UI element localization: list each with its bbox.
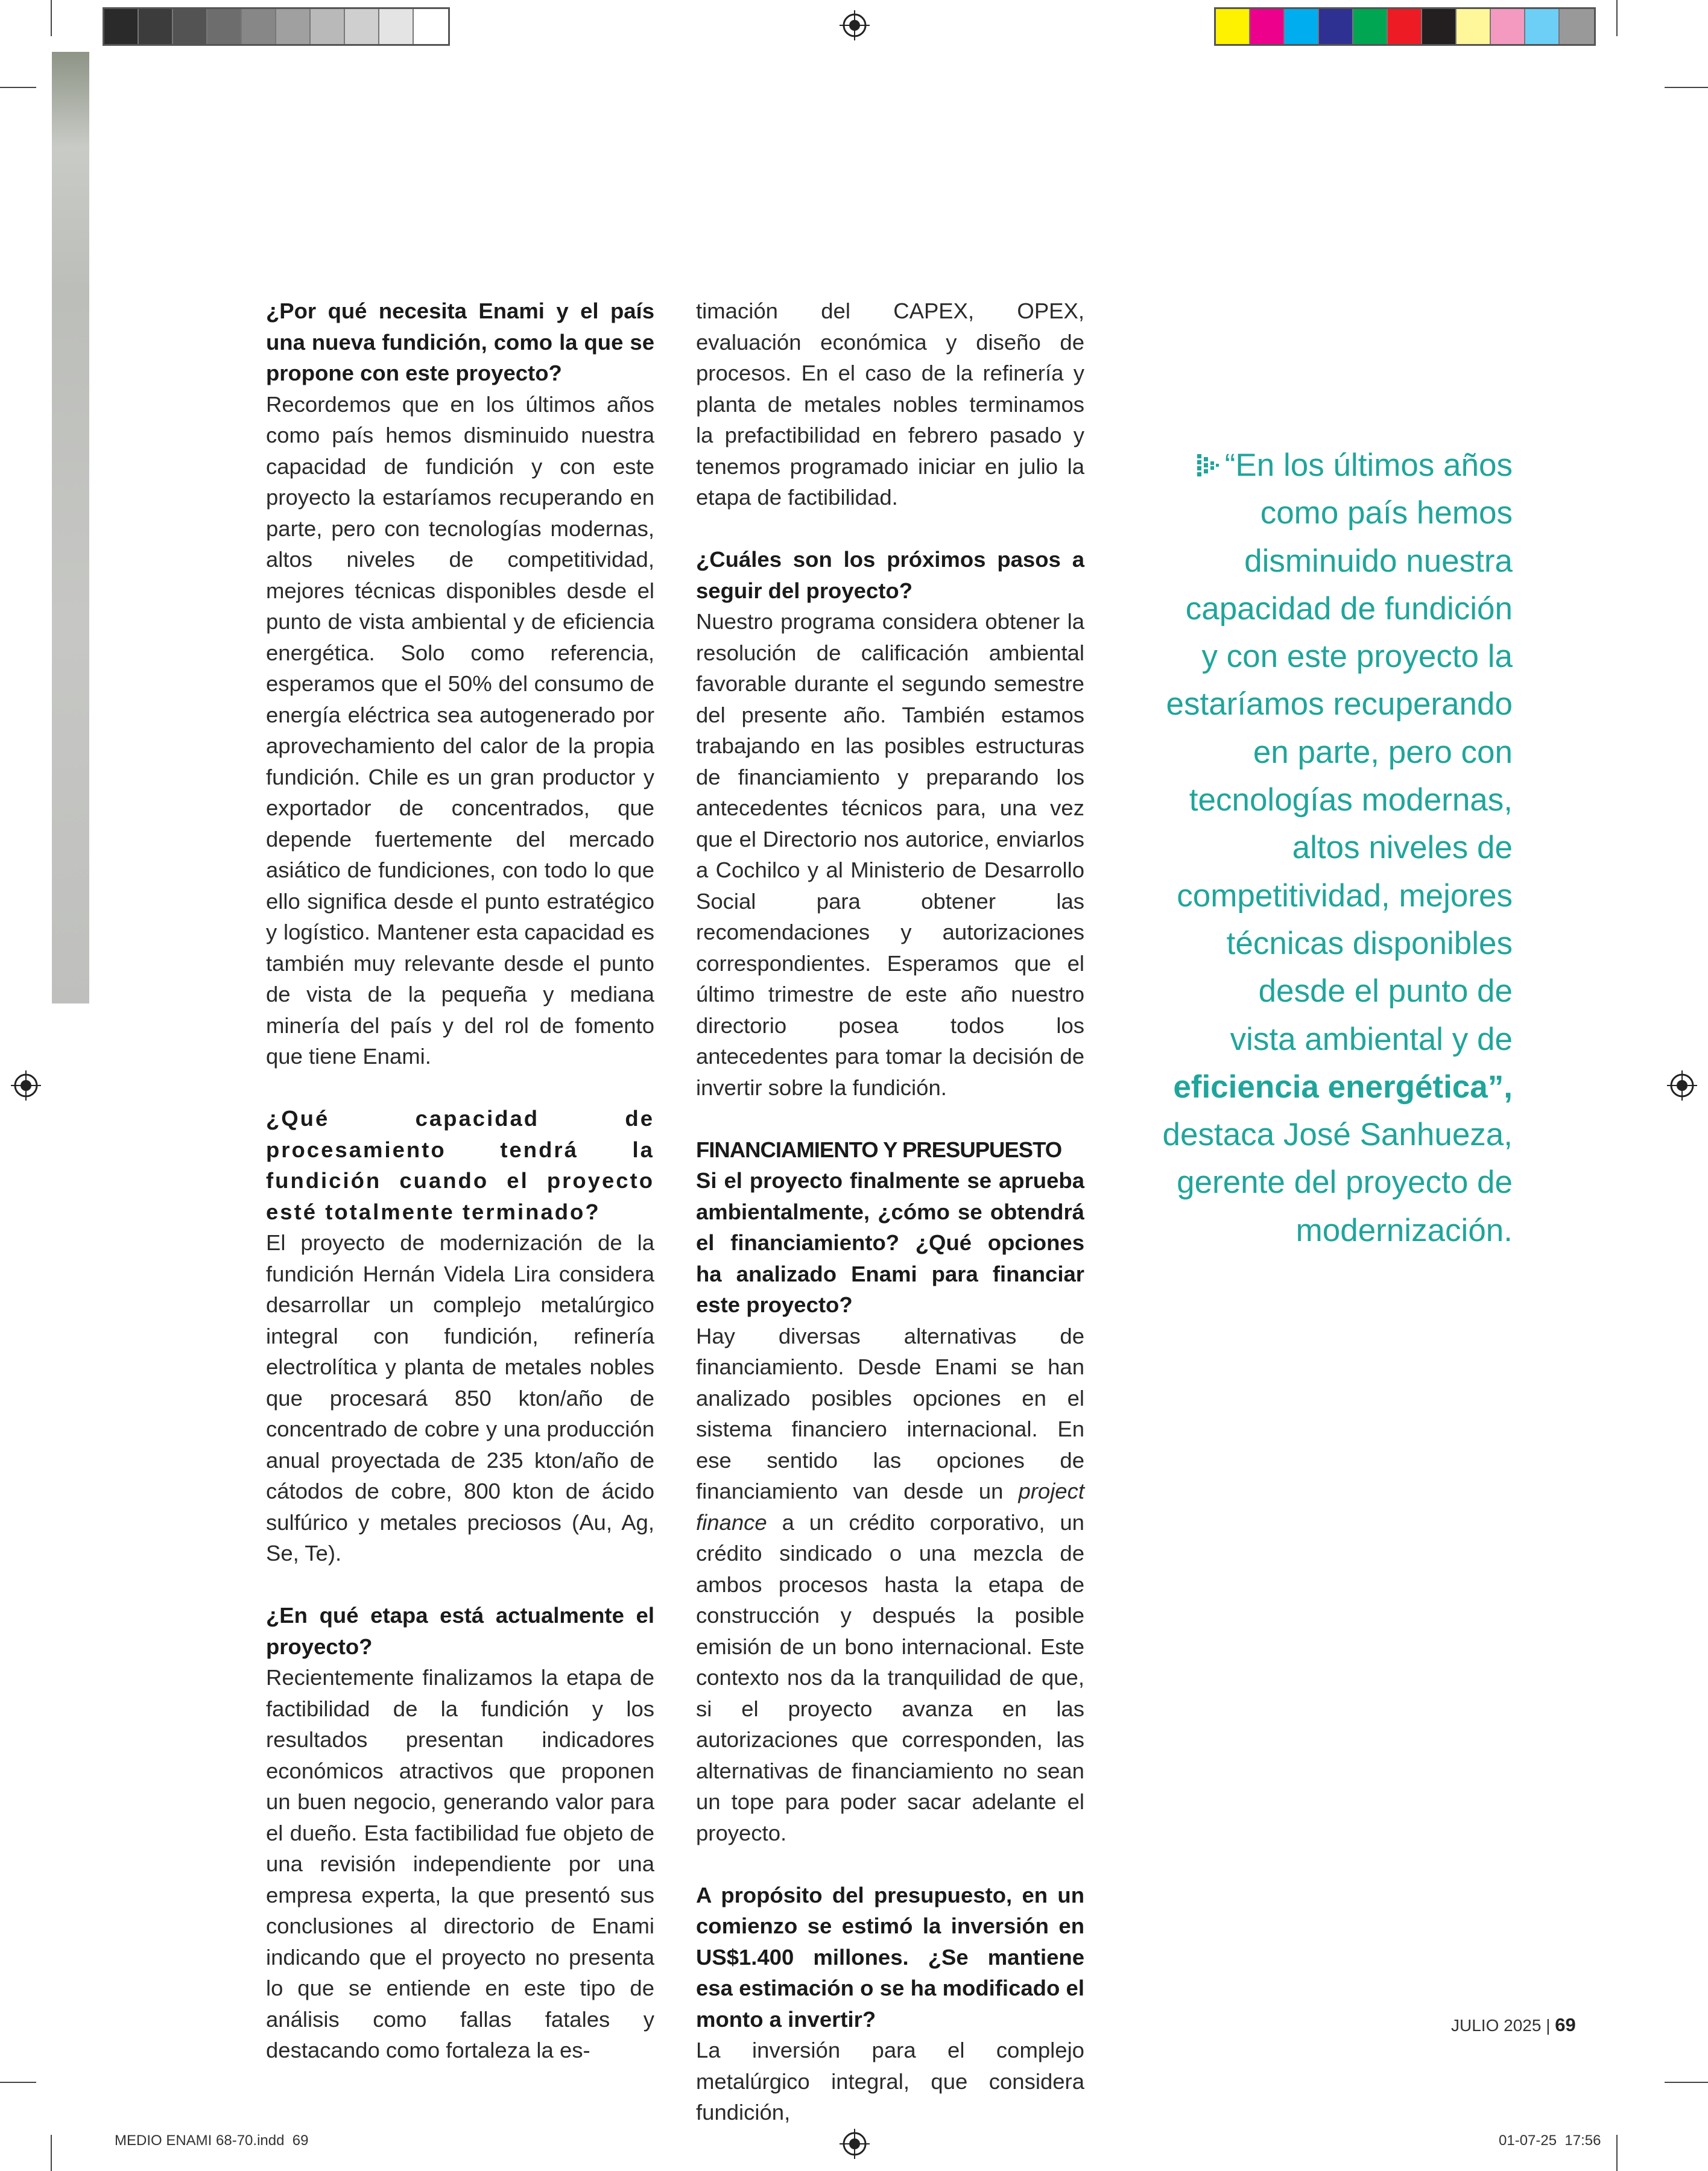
answer-italic-term: project finance — [696, 1479, 1084, 1535]
crop-mark — [1616, 2135, 1618, 2171]
interview-answer: El proyecto de modernización de la fundición Hernán Videla Lira considera desarrollar un complejo metalúrgico integral con fundición, refinería electrolítica y planta de metales nobles que procesará 850 kton/año de concentrado de cobre y una producción anual proyectada de 235 kton/año de cátodos de cobre, 800 kton de ácido sulfúrico y metales preciosos (Au, Ag, Se, Te). — [266, 1230, 654, 1566]
pull-quote-line: disminuido nuestra — [1244, 543, 1513, 579]
slug-date: 01-07-25 — [1499, 2132, 1557, 2149]
interview-question: A propósito del presupuesto, en un comienzo se estimó la inversión en US$1.400 millones. ¿Se mantiene esa estimación o se ha modificado el monto a invertir? — [696, 1882, 1084, 2032]
color-swatch — [379, 9, 414, 44]
color-swatch — [1560, 9, 1594, 44]
crop-mark — [1616, 0, 1618, 36]
interview-answer: Recordemos que en los últimos años como país hemos disminuido nuestra capacidad de fundición y con este proyecto la estaríamos recuperando en parte, pero con tecnologías modernas, altos niveles de competitividad, mejores técnicas disponibles desde el punto de vista ambiental y de eficiencia energética. Solo como referencia, esperamos que el 50% del consumo de energía eléctrica sea autogenerado por aprovechamiento del calor de la propia fundición. Chile es un gran productor y exportador de concentrados, que depende fuertemente del mercado asiático de fundiciones, con todo lo que ello significa desde el punto estratégico y logístico. Mantener esta capacidad es también muy relevante desde el punto de vista de la pequeña y mediana minería del país y del rol de fomento que tiene Enami. — [266, 391, 654, 1069]
color-swatch — [173, 9, 207, 44]
color-swatch — [1491, 9, 1525, 44]
color-swatch — [1388, 9, 1422, 44]
interview-question: ¿En qué etapa está actualmente el proyecto? — [266, 1603, 654, 1659]
pull-quote-line: desde el punto de — [1258, 973, 1513, 1010]
pull-quote-line: altos niveles de — [1292, 830, 1513, 866]
print-slug-date — [1499, 2132, 1601, 2149]
crop-mark — [0, 87, 36, 88]
quote-dots-icon — [1197, 453, 1219, 477]
pull-quote-line: técnicas disponibles — [1226, 925, 1513, 961]
pull-quote-line: tecnologías modernas, — [1189, 782, 1513, 818]
page-number: 69 — [1555, 2014, 1576, 2035]
color-swatch — [1353, 9, 1388, 44]
color-swatch — [104, 9, 139, 44]
interview-question: ¿Qué capacidad de procesamiento tendrá la fundición cuando el proyecto esté totalmente terminado? — [266, 1106, 654, 1224]
color-swatch — [207, 9, 242, 44]
slug-time: 17:56 — [1564, 2132, 1601, 2149]
answer-text: a un crédito corporativo, un crédito sindicado o una mezcla de ambos procesos hasta la etapa de construcción y después la posible emisión de un bono internacional. Este contexto nos da la tranquilidad de que, si el proyecto avanza en las autorizaciones que corresponden, las alternativas de financiamiento no sean un tope para poder sacar adelante el proyecto. — [696, 1509, 1084, 1845]
color-swatch — [311, 9, 345, 44]
crop-mark — [51, 0, 52, 36]
interview-answer: timación del CAPEX, OPEX, evaluación económica y diseño de procesos. En el caso de la refinería y planta de metales nobles terminamos la prefactibilidad en febrero pasado y tenemos programado iniciar en julio la etapa de factibilidad. — [696, 299, 1084, 510]
interview-answer: Recientemente finalizamos la etapa de factibilidad de la fundición y los resultados presentan indicadores económicos atractivos que proponen un buen negocio, generando valor para el dueño. Esta factibilidad fue objeto de una revisión independiente por una empresa experta, la que presentó sus conclusiones al directorio de Enami indicando que el proyecto no presenta lo que se entiende en este tipo de análisis como fallas fatales y destacando como fortaleza la es- — [266, 1665, 654, 2062]
article-column-1 — [266, 295, 654, 2066]
interview-answer: Nuestro programa considera obtener la resolución de calificación ambiental favorable durante el segundo semestre del presente año. También estamos trabajando en las posibles estructuras de financiamiento y preparando los antecedentes técnicos para, una vez que el Directorio nos autorice, enviarlos a Cochilco y al Ministerio de Desarrollo Social para obtener las recomendaciones y autorizaciones correspondientes. Esperamos que el último trimestre de este año nuestro directorio posea todos los antecedentes para tomar la decisión de invertir sobre la fundición. — [696, 609, 1084, 1100]
color-swatch — [1285, 9, 1319, 44]
section-heading: FINANCIAMIENTO Y PRESUPUESTO — [696, 1137, 1062, 1162]
pull-quote-attribution: destaca José Sanhueza, — [1162, 1117, 1513, 1153]
pull-quote-line: capacidad de fundición — [1185, 590, 1513, 627]
color-swatch — [345, 9, 379, 44]
article-column-2 — [696, 295, 1084, 2128]
color-swatch — [242, 9, 276, 44]
answer-text: Hay diversas alternativas de financiamiento. Desde Enami se han analizado posibles opciones en el sistema financiero internacional. En ese sentido las opciones de financiamiento van desde un — [696, 1323, 1084, 1503]
crop-mark — [51, 2135, 52, 2171]
color-swatch — [1525, 9, 1560, 44]
interview-answer — [696, 1321, 1084, 1849]
crop-mark — [0, 2082, 36, 2083]
pull-quote-attribution: gerente del proyecto de — [1177, 1165, 1513, 1201]
pull-quote-line-bold: eficiencia energética”, — [1173, 1069, 1513, 1105]
crop-mark — [1665, 2082, 1708, 2083]
color-swatch — [1216, 9, 1250, 44]
color-swatch — [414, 9, 448, 44]
color-swatch — [1422, 9, 1457, 44]
interview-question: ¿Cuáles son los próximos pasos a seguir del proyecto? — [696, 547, 1084, 603]
slug-filename: MEDIO ENAMI 68-70.indd — [115, 2132, 285, 2149]
pull-quote-line: en parte, pero con — [1253, 734, 1513, 770]
print-slug-file — [115, 2132, 308, 2149]
pull-quote-line: y con este proyecto la — [1201, 639, 1513, 675]
pull-quote-line: “En los últimos años — [1146, 441, 1513, 489]
color-swatch — [1250, 9, 1285, 44]
folio-separator: | — [1546, 2016, 1551, 2035]
crop-mark — [1665, 87, 1708, 88]
grayscale-color-bar — [103, 7, 450, 46]
pull-quote — [1146, 441, 1513, 1254]
pull-quote-attribution: modernización. — [1295, 1212, 1513, 1248]
registration-target-icon — [840, 2129, 870, 2159]
pull-quote-line: como país hemos — [1260, 495, 1513, 531]
issue-month: JULIO 2025 — [1451, 2016, 1542, 2035]
pull-quote-line: competitividad, mejores — [1177, 877, 1513, 914]
color-swatch — [1457, 9, 1491, 44]
registration-target-icon — [1667, 1070, 1697, 1101]
color-swatch — [139, 9, 173, 44]
interview-question: ¿Por qué necesita Enami y el país una nueva fundición, como la que se propone con este proyecto? — [266, 299, 654, 385]
slug-page: 69 — [292, 2132, 309, 2149]
pull-quote-line: vista ambiental y de — [1230, 1021, 1513, 1057]
color-swatch — [1319, 9, 1353, 44]
page-folio — [1451, 2014, 1576, 2036]
pull-quote-line: estaríamos recuperando — [1166, 686, 1513, 722]
registration-target-icon — [11, 1070, 41, 1101]
interview-question: Si el proyecto finalmente se aprueba ambientalmente, ¿cómo se obtendrá el financiamiento? ¿Qué opciones ha analizado Enami para financiar este proyecto? — [696, 1168, 1084, 1317]
process-color-bar — [1214, 7, 1596, 46]
side-photo-bleed — [52, 52, 89, 1003]
registration-target-icon — [840, 10, 870, 40]
interview-answer: La inversión para el complejo metalúrgico integral, que considera fundición, — [696, 2038, 1084, 2125]
color-swatch — [276, 9, 311, 44]
